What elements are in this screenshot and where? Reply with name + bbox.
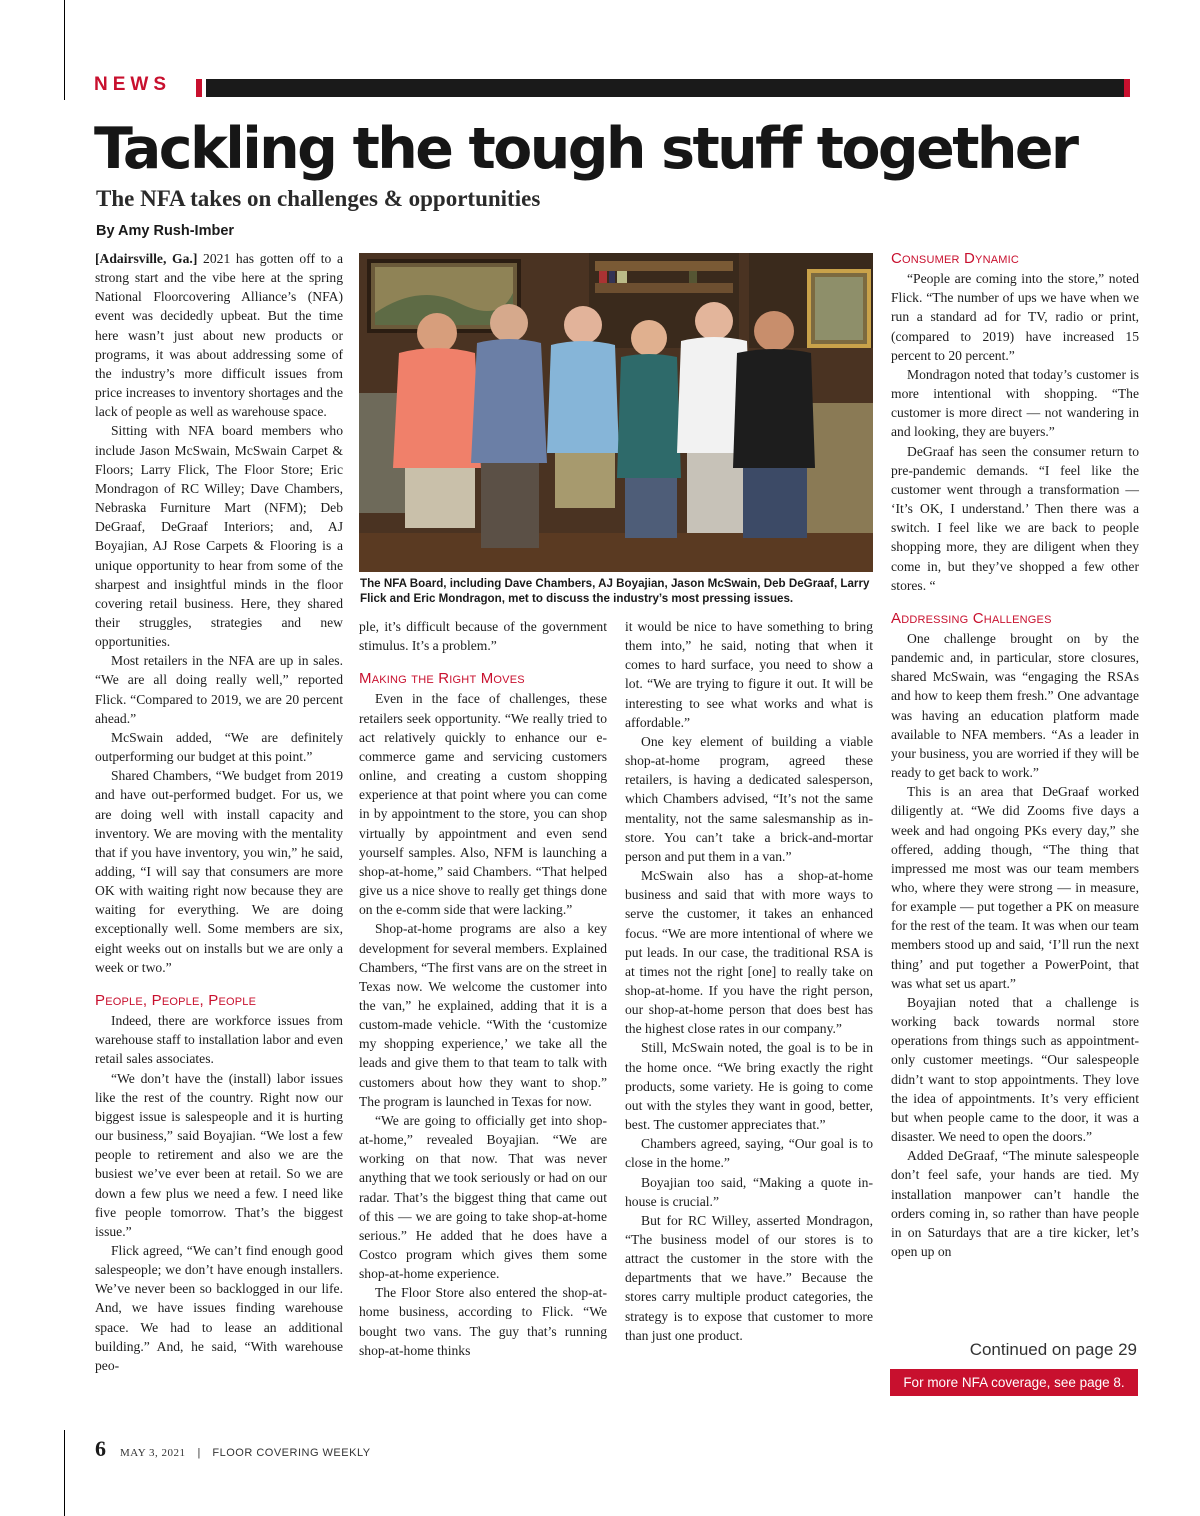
dateline: [Adairsville, Ga.] — [95, 251, 198, 266]
board-photo-illustration — [359, 253, 873, 572]
paragraph: McSwain also has a shop-at-home business and said that with more ways to serve the customer, it takes an enhanced focus. “We are more intentional of where we put leads. In our case, the traditional RSA is at times not the right [one] to really take on shop-at-home. If you have the right person, our shop-at-home person that does best has the highest close rates in our company.” — [625, 868, 873, 1037]
paragraph: One challenge brought on by the pandemic and, in particular, store closures, shared McSwain, was “engaging the RSAs and how to keep them fresh.” One advantage was having an education platform made available to NFA members. “As a leader in your business, you are worried if they will be ready to get back to work.” — [891, 630, 1139, 781]
paragraph: Boyajian noted that a challenge is working back towards normal store operations from things such as appointment-only customer meetings. “Our salespeople didn’t want to stop appointments. They love the idea of appointments. It’s very efficient but when people came to the door, it was a disaster. We need to open the doors.” — [891, 994, 1139, 1145]
promo-link[interactable]: For more NFA coverage, see page 8. — [890, 1369, 1138, 1396]
paragraph: Mondragon noted that today’s customer is more intentional with shopping. “The customer is more direct — not wandering in and looking, they are buyers.” — [891, 366, 1139, 440]
paragraph: Sitting with NFA board members who include Jason McSwain, McSwain Carpet & Floors; Larry Flick, The Floor Store; Eric Mondragon of RC Willey; Dave Chambers, Nebraska Furniture Mart (NFM); Deb DeGraaf, DeGraaf Interiors; and, AJ Boyajian, AJ Rose Carpets & Flooring is a unique opportunity to hear from some of the sharpest and insightful minds in the floor covering retail business. Here, they shared their struggles, strategies and new opportunities. — [95, 423, 343, 650]
page-number: 6 — [95, 1436, 106, 1461]
paragraph: But for RC Willey, asserted Mondragon, “The business model of our stores is to attract the customer in the store with the departments that we have.” Because the stores carry multiple product categories, the strategy is to expose that customer to more than just one product. — [625, 1212, 873, 1343]
paragraph: McSwain added, “We are definitely outperforming our budget at this point.” — [95, 729, 343, 765]
article-column-4 — [891, 249, 1139, 1339]
section-header — [94, 76, 1140, 98]
paragraph: This is an area that DeGraaf worked diligently at. “We did Zooms five days a week and had ongoing PKs every day,” she offered, adding though, “The thing that impressed me most was our team members who, where they were strong — in measure, for example — put together a PK on measure for the rest of the team. It was when our team members stood up and said, ‘I’ll run the next thing’ and put together a PowerPoint, that was what set us apart.” — [891, 784, 1139, 991]
issue-date: MAY 3, 2021 — [120, 1447, 186, 1459]
section-rule — [206, 79, 1124, 97]
article-column-2 — [359, 617, 607, 1429]
footer-separator: | — [197, 1447, 201, 1459]
subheading: Making the Right Moves — [359, 670, 525, 688]
paragraph: “People are coming into the store,” noted Flick. “The number of ups we have when we run a standard ad for TV, radio or print, (compared to 2019) have increased 15 percent to 20 percent.” — [891, 271, 1139, 363]
article-column-3 — [625, 617, 873, 1429]
section-label: NEWS — [94, 74, 171, 95]
paragraph: Boyajian too said, “Making a quote in-house is crucial.” — [625, 1174, 873, 1209]
paragraph: Shared Chambers, “We budget from 2019 and have out-performed budget. For us, we are doing well with install capacity and inventory. We are moving with the mentality that if you have inventory, you win,” he said, adding, “I will say that consumers are more OK with waiting right now because they are waiting for everything. We are doing exceptionally well. Some members are six, eight weeks out on installs but we are only a week or two.” — [95, 768, 343, 975]
paragraph: ple, it’s difficult because of the government stimulus. It’s a problem.” — [359, 619, 607, 654]
section-rule-accent — [1124, 79, 1130, 97]
board-photo — [359, 253, 873, 572]
photo-caption: The NFA Board, including Dave Chambers, AJ Boyajian, Jason McSwain, Deb DeGraaf, Larry Flick and Eric Mondragon, met to discuss the industry’s most pressing issues. — [360, 577, 870, 605]
trim-line — [64, 1430, 65, 1516]
paragraph: The Floor Store also entered the shop-at-home business, according to Flick. “We bought two vans. The guy that’s running shop-at-home thinks — [359, 1285, 607, 1358]
paragraph: “We don’t have the (install) labor issues like the rest of the country. Right now our biggest issue is salespeople and it is hurting our business,” said Boyajian. “We lost a few people to retirement and also we are the busiest we’ve ever been at retail. So we are down a few plus we need a few. I need like five people tomorrow. That’s the biggest issue.” — [95, 1070, 343, 1239]
publication-name: FLOOR COVERING WEEKLY — [212, 1447, 371, 1459]
paragraph: Added DeGraaf, “The minute salespeople don’t feel safe, your hands are tied. My installation manpower can’t handle the orders coming in, so rather than have people in on Saturdays that are a tire kicker, let’s open up on — [891, 1148, 1139, 1259]
byline: By Amy Rush-Imber — [96, 223, 235, 239]
paragraph-text: 2021 has gotten off to a strong start and the vibe here at the spring National Floorcovering Alliance’s (NFA) event was decidedly upbeat. But the time here wasn’t just about new products or programs, it was about addressing some of the industry’s more difficult issues from price increases to inventory shortages and the lack of people as well as warehouse space. — [95, 251, 344, 420]
paragraph: Most retailers in the NFA are up in sales. “We are all doing really well,” reported Flick. “Compared to 2019, we are 20 percent ahead.” — [95, 653, 343, 726]
paragraph: Still, McSwain noted, the goal is to be in the home once. “We bring exactly the right products, some variety. He is going to come out with the styles they want in good, better, best. The customer appreciates that.” — [625, 1040, 873, 1133]
paragraph: Chambers agreed, saying, “Our goal is to close in the home.” — [625, 1136, 873, 1171]
headline: Tackling the tough stuff together — [94, 116, 1077, 182]
subhead: The NFA takes on challenges & opportunities — [96, 186, 541, 211]
paragraph: Indeed, there are workforce issues from warehouse staff to installation labor and even retail sales associates. — [95, 1013, 343, 1067]
paragraph: One key element of building a viable shop-at-home program, agreed these retailers, is having a dedicated salesperson, which Chambers advised, “It’s not the same mentality, not the same salesmanship as in-store. You can’t take a brick-and-mortar person and put them in a van.” — [625, 733, 873, 864]
continued-note: Continued on page 29 — [969, 1340, 1137, 1359]
paragraph — [95, 249, 343, 421]
trim-line — [64, 0, 65, 100]
subheading: People, People, People — [95, 991, 257, 1009]
section-rule-accent — [196, 79, 202, 97]
paragraph: Shop-at-home programs are also a key development for several members. Explained Chambers, “The first vans are on the street in Texas now. We welcome the customer into the van,” he explained, adding that it is a custom-made vehicle. “With the ‘customize my shopping experience,’ we take all the leads and give them to that team to talk with customers about how they want to shop.” The program is launched in Texas for now. — [359, 921, 607, 1109]
subheading: Addressing Challenges — [891, 609, 1052, 627]
article-column-1 — [95, 249, 343, 1429]
paragraph: Even in the face of challenges, these retailers seek opportunity. “We really tried to act relatively quickly to enhance our e-commerce game and servicing customers online, and creating a custom shopping experience at that point where you can come in by appointment to the store, you can shop virtually by appointment and even send yourself samples. Also, NFM is launching a shop-at-home,” said Chambers. “That helped give us a nice shove to really get things done on the e-comm side that were lacking.” — [359, 691, 607, 918]
paragraph: Flick agreed, “We can’t find enough good salespeople; we don’t have enough installers. We’ve never been so backlogged in our life. And, we have issues finding warehouse space. We had to lease an additional building.” And, he said, “With warehouse peo- — [95, 1242, 343, 1373]
paragraph: “We are going to officially get into shop-at-home,” revealed Boyajian. “We are working on that now. That was never anything that we took seriously or had on our radar. That’s the biggest thing that came out of this — we are going to take shop-at-home serious.” He added that he does have a Costco program which gives them some shop-at-home experience. — [359, 1112, 607, 1282]
paragraph: it would be nice to have something to bring them into,” he said, noting that when it comes to hard surface, you need to show a lot. “We are trying to figure it out. It will be interesting to see what works and what is affordable.” — [625, 619, 873, 730]
subheading: Consumer Dynamic — [891, 250, 1020, 267]
paragraph: DeGraaf has seen the consumer return to pre-pandemic demands. “I feel like the customer went through a transformation — ‘It’s OK, I understand.’ Then there was a switch. I feel like we are back to people shopping more, they are diligent when they come in, but they’ve shopped a few other stores. “ — [891, 443, 1139, 593]
page-footer — [95, 1436, 371, 1462]
